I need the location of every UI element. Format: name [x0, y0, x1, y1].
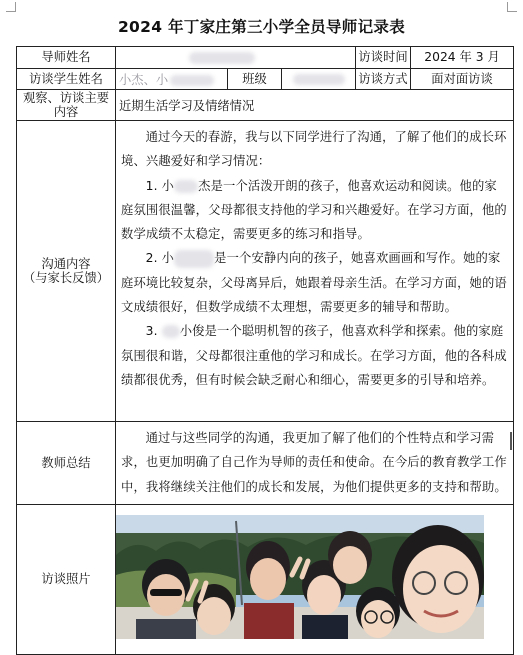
record-form-table	[16, 46, 514, 655]
document-title: 2024 年丁家庄第三小学全员导师记录表	[117, 18, 406, 36]
student-item-2-num: 2. 小	[145, 251, 175, 266]
redacted-student-1	[174, 180, 198, 193]
communication-intro: 通过今天的春游，我与以下同学进行了沟通，了解了他们的成长环境、兴趣爱好和学习情况：	[121, 130, 507, 169]
interview-method-value[interactable]: 面对面访谈	[411, 69, 514, 90]
main-content-value[interactable]: 近期生活学习及情绪情况	[116, 90, 514, 121]
class-label: 班级	[228, 69, 282, 90]
mentor-name-value[interactable]	[116, 47, 356, 69]
teacher-summary-text: 通过与这些同学的沟通，我更加了解了他们的个性特点和学习需求，也更加明确了自己作为导师的责任和使命。在今后的教育教学工作中，我将继续关注他们的成长和发展，为他们提供更多的支持和帮助。	[121, 431, 507, 494]
redacted-student-3	[162, 325, 180, 338]
redacted-mentor-name	[189, 52, 255, 64]
student-item-1-num: 1. 小	[145, 178, 175, 193]
student-name-label: 访谈学生姓名	[17, 69, 116, 90]
interview-time-label: 访谈时间	[356, 47, 411, 69]
student-item-1-text: 杰是一个活泼开朗的孩子，他喜欢运动和阅读。他的家庭氛围很温馨，父母都很支持他的学习和兴趣爱好。在学习方面，他的数学成绩不太稳定，需要更多的练习和指导。	[121, 178, 507, 242]
page-corner-mark-right	[507, 2, 517, 12]
student-item-3-text: 小俊是一个聪明机智的孩子，他喜欢科学和探索。他的家庭氛围很和谐，父母都很注重他的学习和成长。在学习方面，他的各科成绩都很优秀，但有时候会缺乏耐心和细心，需要更多的引导和培养。	[121, 324, 507, 387]
student-item-3-num: 3.	[145, 324, 162, 339]
row-topic	[17, 90, 514, 121]
redacted-student-names	[170, 75, 214, 86]
photo-illustration	[116, 515, 484, 639]
interview-photo-cell	[116, 505, 514, 655]
student-item-1	[121, 174, 509, 247]
communication-label	[17, 121, 116, 422]
communication-content[interactable]	[116, 121, 514, 422]
interview-method-label: 访谈方式	[356, 69, 411, 90]
teacher-summary-label: 教师总结	[17, 422, 116, 505]
student-name-value: 小杰、小	[119, 73, 169, 87]
page-corner-mark-left	[6, 2, 16, 12]
student-item-2-text: 是一个安静内向的孩子，她喜欢画画和写作。她的家庭环境比较复杂，父母离异后，她跟着母亲生活。在学习方面，她的语文成绩很好，但数学成绩不太理想，需要更多的辅导和帮助。	[121, 251, 507, 315]
redacted-student-2	[174, 250, 214, 268]
interview-time-value[interactable]: 2024 年 3 月	[411, 47, 514, 69]
teacher-summary-content[interactable]	[116, 422, 514, 505]
student-item-3	[121, 319, 509, 392]
main-content-label: 观察、访谈主要内容	[17, 90, 116, 121]
class-value[interactable]	[282, 69, 356, 90]
student-name-cell[interactable]	[116, 69, 228, 90]
group-selfie-photo[interactable]	[116, 515, 484, 639]
row-student	[17, 69, 514, 90]
redacted-class	[293, 74, 345, 85]
page-edge-marker	[510, 432, 512, 450]
row-mentor	[17, 47, 514, 69]
row-photo	[17, 505, 514, 655]
communication-label-line2: （与家长反馈）	[22, 271, 110, 285]
communication-label-line1: 沟通内容	[41, 256, 91, 271]
row-summary	[17, 422, 514, 505]
mentor-name-label: 导师姓名	[17, 47, 116, 69]
row-communication	[17, 121, 514, 422]
interview-photo-label: 访谈照片	[17, 505, 116, 655]
student-item-2	[121, 246, 509, 319]
